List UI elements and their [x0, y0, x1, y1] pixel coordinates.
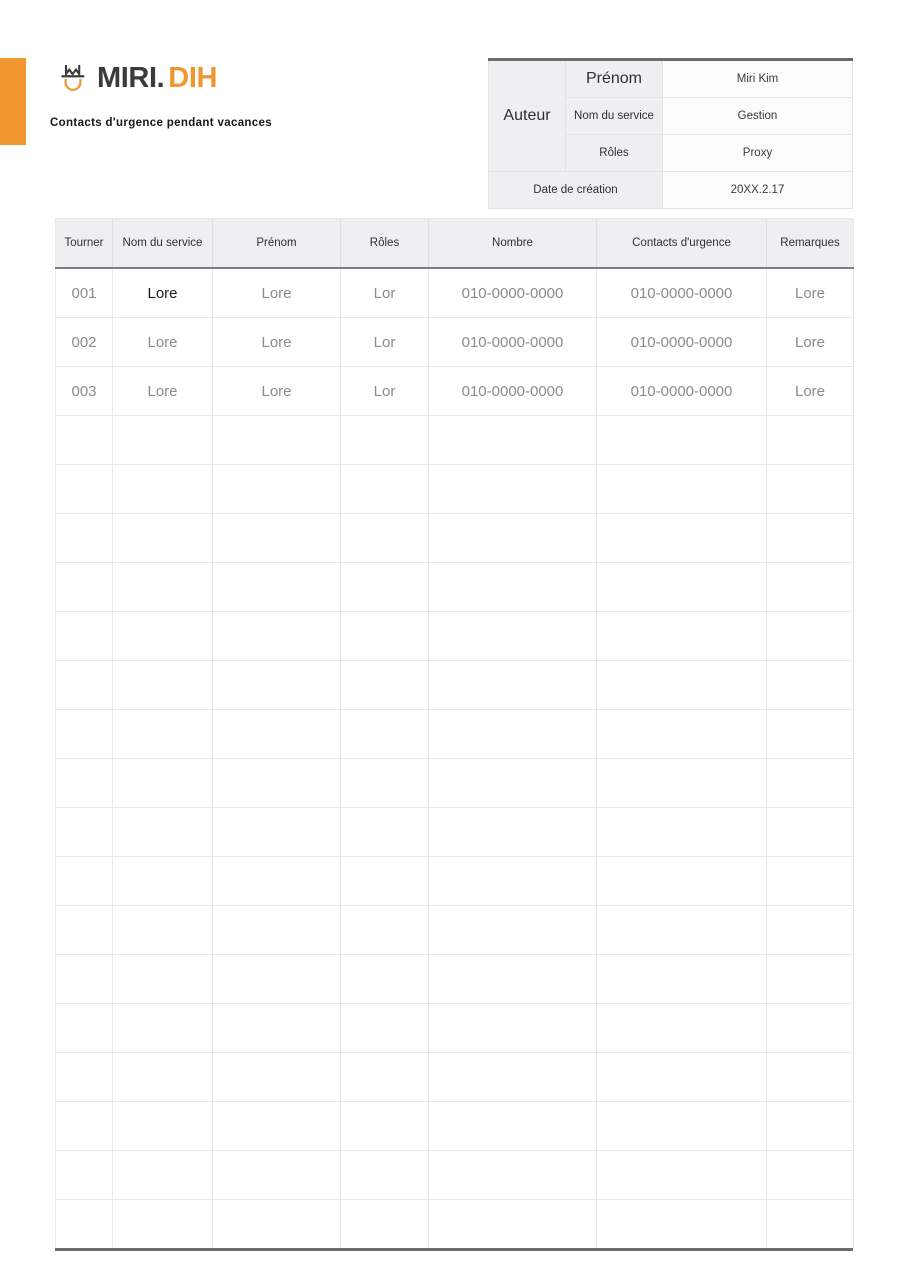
cell-empty[interactable]	[767, 514, 854, 563]
cell-tourner[interactable]: 003	[56, 367, 113, 416]
cell-empty[interactable]	[213, 1200, 341, 1249]
cell-empty[interactable]	[597, 612, 767, 661]
cell-empty[interactable]	[341, 759, 429, 808]
author-value-roles: Proxy	[663, 135, 853, 172]
orange-accent-bar	[0, 58, 26, 145]
cell-empty[interactable]	[341, 563, 429, 612]
cell-empty[interactable]	[429, 955, 597, 1004]
cell-empty[interactable]	[597, 906, 767, 955]
cell-empty[interactable]	[597, 955, 767, 1004]
cell-empty[interactable]	[429, 416, 597, 465]
cell-empty[interactable]	[597, 661, 767, 710]
cell-nombre[interactable]: 010-0000-0000	[429, 367, 597, 416]
cell-empty[interactable]	[597, 465, 767, 514]
cell-empty[interactable]	[56, 661, 113, 710]
cell-empty[interactable]	[767, 1151, 854, 1200]
cell-empty[interactable]	[56, 465, 113, 514]
cell-empty[interactable]	[213, 514, 341, 563]
cell-empty[interactable]	[113, 1102, 213, 1151]
cell-empty[interactable]	[213, 612, 341, 661]
cell-empty[interactable]	[341, 808, 429, 857]
table-row-empty[interactable]	[56, 514, 854, 563]
cell-empty[interactable]	[213, 955, 341, 1004]
cell-empty[interactable]	[429, 710, 597, 759]
cell-empty[interactable]	[429, 563, 597, 612]
column-header-remarques: Remarques	[767, 219, 854, 269]
cell-empty[interactable]	[767, 955, 854, 1004]
column-header-nom-du-service: Nom du service	[113, 219, 213, 269]
cell-empty[interactable]	[213, 759, 341, 808]
cell-empty[interactable]	[56, 416, 113, 465]
cell-empty[interactable]	[597, 1053, 767, 1102]
cell-empty[interactable]	[429, 1200, 597, 1249]
cell-empty[interactable]	[341, 906, 429, 955]
cell-empty[interactable]	[597, 808, 767, 857]
cell-remarques[interactable]: Lore	[767, 318, 854, 367]
cell-empty[interactable]	[113, 906, 213, 955]
cell-empty[interactable]	[113, 514, 213, 563]
cell-empty[interactable]	[767, 661, 854, 710]
cell-empty[interactable]	[597, 1102, 767, 1151]
author-value-date: 20XX.2.17	[663, 172, 853, 209]
cell-contacts[interactable]: 010-0000-0000	[597, 318, 767, 367]
table-row-empty[interactable]	[56, 563, 854, 612]
cell-empty[interactable]	[597, 1151, 767, 1200]
table-bottom-rule	[55, 1248, 853, 1251]
cell-empty[interactable]	[56, 710, 113, 759]
cell-empty[interactable]	[341, 612, 429, 661]
column-header-nombre: Nombre	[429, 219, 597, 269]
cell-empty[interactable]	[597, 1004, 767, 1053]
author-value-prenom: Miri Kim	[663, 60, 853, 98]
cell-remarques[interactable]: Lore	[767, 268, 854, 318]
table-row-empty[interactable]	[56, 1053, 854, 1102]
cell-empty[interactable]	[341, 1053, 429, 1102]
cell-empty[interactable]	[429, 906, 597, 955]
cell-nombre[interactable]: 010-0000-0000	[429, 268, 597, 318]
cell-empty[interactable]	[341, 1151, 429, 1200]
cell-empty[interactable]	[213, 710, 341, 759]
cell-empty[interactable]	[341, 1200, 429, 1249]
table-row[interactable]	[56, 318, 854, 367]
cell-empty[interactable]	[767, 1053, 854, 1102]
cell-empty[interactable]	[113, 1004, 213, 1053]
cell-empty[interactable]	[429, 1053, 597, 1102]
cell-empty[interactable]	[213, 808, 341, 857]
cell-empty[interactable]	[597, 710, 767, 759]
cell-empty[interactable]	[56, 1151, 113, 1200]
table-row-empty[interactable]	[56, 1151, 854, 1200]
cell-empty[interactable]	[341, 416, 429, 465]
cell-empty[interactable]	[767, 612, 854, 661]
cell-empty[interactable]	[113, 612, 213, 661]
cell-empty[interactable]	[597, 759, 767, 808]
cell-empty[interactable]	[113, 808, 213, 857]
cell-empty[interactable]	[767, 1200, 854, 1249]
document-subtitle: Contacts d'urgence pendant vacances	[50, 117, 273, 129]
cell-empty[interactable]	[56, 955, 113, 1004]
cell-remarques[interactable]: Lore	[767, 367, 854, 416]
cell-empty[interactable]	[767, 1004, 854, 1053]
cell-empty[interactable]	[113, 465, 213, 514]
cell-contacts[interactable]: 010-0000-0000	[597, 367, 767, 416]
cell-empty[interactable]	[597, 857, 767, 906]
miri-face-logo-icon	[56, 61, 90, 95]
cell-empty[interactable]	[56, 906, 113, 955]
brand-word-primary: MIRI.	[97, 61, 165, 94]
cell-empty[interactable]	[767, 710, 854, 759]
cell-nom-du-service[interactable]: Lore	[113, 367, 213, 416]
cell-empty[interactable]	[113, 710, 213, 759]
cell-empty[interactable]	[56, 1102, 113, 1151]
cell-prenom[interactable]: Lore	[213, 268, 341, 318]
table-row-empty[interactable]	[56, 857, 854, 906]
cell-empty[interactable]	[429, 1102, 597, 1151]
cell-empty[interactable]	[56, 1053, 113, 1102]
cell-empty[interactable]	[429, 857, 597, 906]
cell-empty[interactable]	[113, 563, 213, 612]
cell-empty[interactable]	[429, 808, 597, 857]
cell-empty[interactable]	[213, 563, 341, 612]
cell-empty[interactable]	[767, 759, 854, 808]
column-header-contacts-urgence: Contacts d'urgence	[597, 219, 767, 269]
cell-empty[interactable]	[767, 857, 854, 906]
cell-roles[interactable]: Lor	[341, 318, 429, 367]
cell-empty[interactable]	[213, 906, 341, 955]
cell-empty[interactable]	[429, 465, 597, 514]
table-header-row	[56, 219, 854, 269]
cell-empty[interactable]	[767, 563, 854, 612]
table-row-empty[interactable]	[56, 808, 854, 857]
cell-empty[interactable]	[341, 1102, 429, 1151]
cell-empty[interactable]	[113, 1200, 213, 1249]
author-label-service: Nom du service	[566, 98, 663, 135]
cell-empty[interactable]	[341, 1004, 429, 1053]
cell-empty[interactable]	[213, 661, 341, 710]
cell-nom-du-service[interactable]: Lore	[113, 268, 213, 318]
cell-empty[interactable]	[213, 1004, 341, 1053]
cell-empty[interactable]	[767, 465, 854, 514]
cell-empty[interactable]	[341, 514, 429, 563]
brand-word-accent: DIH	[168, 61, 218, 94]
table-row-empty[interactable]	[56, 612, 854, 661]
cell-prenom[interactable]: Lore	[213, 367, 341, 416]
cell-empty[interactable]	[429, 514, 597, 563]
cell-empty[interactable]	[56, 514, 113, 563]
cell-empty[interactable]	[213, 1102, 341, 1151]
table-row[interactable]	[56, 367, 854, 416]
cell-empty[interactable]	[56, 857, 113, 906]
table-row-empty[interactable]	[56, 465, 854, 514]
cell-empty[interactable]	[767, 808, 854, 857]
table-row-empty[interactable]	[56, 759, 854, 808]
author-value-service: Gestion	[663, 98, 853, 135]
table-row-empty[interactable]	[56, 955, 854, 1004]
cell-empty[interactable]	[429, 759, 597, 808]
table-row-empty[interactable]	[56, 416, 854, 465]
cell-tourner[interactable]: 001	[56, 268, 113, 318]
author-label-date: Date de création	[489, 172, 663, 209]
brand-logo	[56, 58, 217, 98]
cell-empty[interactable]	[429, 1004, 597, 1053]
table-row[interactable]	[56, 268, 854, 318]
cell-empty[interactable]	[213, 416, 341, 465]
cell-roles[interactable]: Lor	[341, 268, 429, 318]
author-label-prenom: Prénom	[566, 60, 663, 98]
table-row-empty[interactable]	[56, 1102, 854, 1151]
cell-empty[interactable]	[113, 759, 213, 808]
author-label-roles: Rôles	[566, 135, 663, 172]
cell-empty[interactable]	[113, 1053, 213, 1102]
cell-empty[interactable]	[429, 661, 597, 710]
cell-empty[interactable]	[429, 612, 597, 661]
column-header-prenom: Prénom	[213, 219, 341, 269]
cell-empty[interactable]	[597, 563, 767, 612]
cell-empty[interactable]	[213, 1151, 341, 1200]
cell-empty[interactable]	[56, 612, 113, 661]
cell-empty[interactable]	[597, 1200, 767, 1249]
cell-empty[interactable]	[56, 563, 113, 612]
emergency-contacts-table	[55, 218, 854, 1248]
column-header-roles: Rôles	[341, 219, 429, 269]
cell-tourner[interactable]: 002	[56, 318, 113, 367]
table-row-empty[interactable]	[56, 661, 854, 710]
cell-empty[interactable]	[213, 465, 341, 514]
author-row-prenom	[489, 60, 853, 98]
table-row-empty[interactable]	[56, 710, 854, 759]
cell-empty[interactable]	[113, 857, 213, 906]
cell-empty[interactable]	[767, 416, 854, 465]
cell-empty[interactable]	[341, 465, 429, 514]
cell-empty[interactable]	[56, 808, 113, 857]
cell-empty[interactable]	[113, 661, 213, 710]
cell-empty[interactable]	[213, 1053, 341, 1102]
cell-empty[interactable]	[341, 661, 429, 710]
cell-empty[interactable]	[56, 1200, 113, 1249]
author-info-table	[488, 58, 853, 209]
cell-empty[interactable]	[767, 1102, 854, 1151]
cell-empty[interactable]	[341, 857, 429, 906]
cell-nombre[interactable]: 010-0000-0000	[429, 318, 597, 367]
cell-empty[interactable]	[56, 1004, 113, 1053]
cell-empty[interactable]	[597, 514, 767, 563]
cell-empty[interactable]	[113, 1151, 213, 1200]
cell-empty[interactable]	[341, 710, 429, 759]
cell-empty[interactable]	[113, 955, 213, 1004]
cell-roles[interactable]: Lor	[341, 367, 429, 416]
brand-wordmark	[97, 61, 218, 94]
cell-empty[interactable]	[113, 416, 213, 465]
table-body	[56, 268, 854, 1248]
cell-empty[interactable]	[429, 1151, 597, 1200]
cell-empty[interactable]	[597, 416, 767, 465]
cell-empty[interactable]	[213, 857, 341, 906]
table-row-empty[interactable]	[56, 906, 854, 955]
author-group-label: Auteur	[489, 60, 566, 172]
column-header-tourner: Tourner	[56, 219, 113, 269]
cell-nom-du-service[interactable]: Lore	[113, 318, 213, 367]
cell-contacts[interactable]: 010-0000-0000	[597, 268, 767, 318]
table-row-empty[interactable]	[56, 1200, 854, 1249]
table-row-empty[interactable]	[56, 1004, 854, 1053]
cell-empty[interactable]	[56, 759, 113, 808]
cell-prenom[interactable]: Lore	[213, 318, 341, 367]
cell-empty[interactable]	[767, 906, 854, 955]
cell-empty[interactable]	[341, 955, 429, 1004]
author-row-date	[489, 172, 853, 209]
